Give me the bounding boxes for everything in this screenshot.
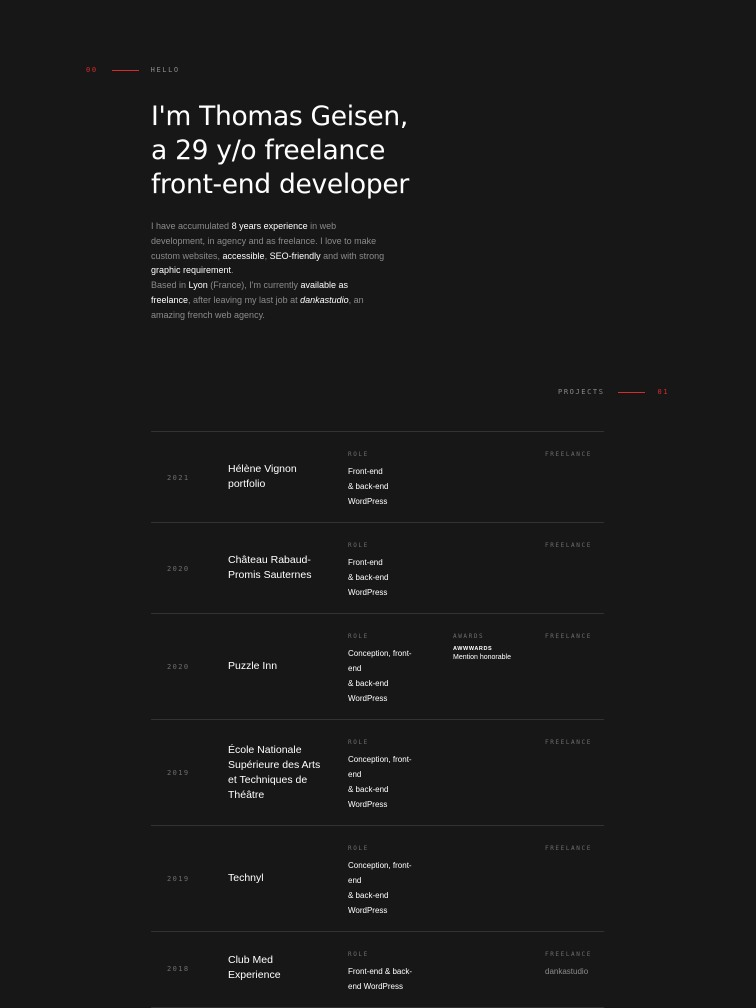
section-divider-line <box>618 392 645 393</box>
freelance-label: FREELANCE <box>545 451 592 458</box>
intro-text-run: in web development, in agency and as freelance. I love to make custom websites, <box>151 221 377 261</box>
awwwards-logo: AWWWARDS <box>453 646 493 652</box>
intro-paragraph <box>151 219 386 323</box>
intro-emphasis: dankastudio <box>300 294 349 305</box>
role-line: Front-end <box>348 467 383 476</box>
project-row[interactable] <box>151 932 604 1008</box>
project-row[interactable] <box>151 614 604 720</box>
project-year: 2021 <box>167 474 190 482</box>
project-year: 2020 <box>167 565 190 573</box>
intro-text-run: . <box>231 265 234 276</box>
project-row[interactable] <box>151 432 604 523</box>
intro-text-run: I have accumulated <box>151 221 232 231</box>
role-label: ROLE <box>348 542 369 549</box>
project-role <box>348 951 420 994</box>
intro-heading-line: I'm Thomas Geisen, <box>151 101 408 132</box>
role-line: & back-end <box>348 573 389 582</box>
projects-section-header <box>558 388 669 396</box>
freelance-label: FREELANCE <box>545 633 592 640</box>
role-line: end WordPress <box>348 982 403 991</box>
project-type <box>545 451 605 464</box>
project-type <box>545 951 605 979</box>
role-line: Front-end <box>348 558 383 567</box>
project-name[interactable]: Puzzle Inn <box>228 660 278 672</box>
projects-list <box>151 431 604 1008</box>
intro-text-run: , an amazing french web agency. <box>151 294 364 320</box>
project-year: 2019 <box>167 875 190 883</box>
role-label: ROLE <box>348 633 369 640</box>
freelance-label: FREELANCE <box>545 951 592 958</box>
section-label: PROJECTS <box>558 388 605 396</box>
project-role <box>348 451 420 509</box>
project-role <box>348 845 420 918</box>
role-line: WordPress <box>348 906 388 915</box>
role-line: & back-end <box>348 891 389 900</box>
project-role <box>348 542 420 600</box>
role-line: & back-end <box>348 679 389 688</box>
role-line: WordPress <box>348 497 388 506</box>
freelance-label: FREELANCE <box>545 542 592 549</box>
project-name[interactable]: Technyl <box>228 872 264 884</box>
section-number: 01 <box>657 388 670 396</box>
award-mention: Mention honorable <box>453 654 511 661</box>
project-row[interactable] <box>151 523 604 614</box>
intro-text-run: , after leaving my last job at <box>188 294 301 305</box>
intro-heading <box>151 100 471 202</box>
role-line: & back-end <box>348 482 389 491</box>
project-client: dankastudio <box>545 967 589 976</box>
project-role <box>348 739 420 812</box>
role-line: WordPress <box>348 694 388 703</box>
intro-paragraph-location <box>151 278 386 322</box>
project-name[interactable]: Château Rabaud-Promis Sauternes <box>228 554 312 581</box>
intro-highlight: SEO-friendly <box>269 250 321 261</box>
intro-text-run: and with strong <box>320 250 385 261</box>
project-type <box>545 845 605 858</box>
project-type <box>545 739 605 752</box>
intro-highlight: accessible <box>222 250 265 261</box>
role-line: Front-end & back- <box>348 967 413 976</box>
intro-heading-line: a 29 y/o freelance <box>151 135 386 166</box>
role-label: ROLE <box>348 845 369 852</box>
role-line: Conception, front- <box>348 755 412 764</box>
intro-text-run: (France), I'm currently <box>207 280 301 291</box>
section-number: 00 <box>86 66 98 74</box>
role-label: ROLE <box>348 739 369 746</box>
intro-text-run: , <box>264 250 270 261</box>
intro-highlight: available as freelance <box>151 280 348 305</box>
section-label: HELLO <box>150 66 180 74</box>
role-line: end <box>348 876 362 885</box>
section-divider-line <box>112 70 139 71</box>
project-type <box>545 542 605 555</box>
intro-highlight: graphic requirement <box>151 265 232 276</box>
project-name[interactable]: Hélène Vignon portfolio <box>228 463 297 490</box>
project-name[interactable]: Club Med Experience <box>228 954 281 981</box>
intro-highlight: Lyon <box>188 280 208 291</box>
project-role <box>348 633 420 706</box>
role-line: WordPress <box>348 588 388 597</box>
freelance-label: FREELANCE <box>545 739 592 746</box>
role-line: end <box>348 770 362 779</box>
project-row[interactable] <box>151 720 604 826</box>
freelance-label: FREELANCE <box>545 845 592 852</box>
project-name[interactable]: École Nationale Supérieure des Arts et Techniques de Théâtre <box>228 744 321 801</box>
project-awards <box>453 633 533 661</box>
project-year: 2018 <box>167 965 190 973</box>
role-line: Conception, front- <box>348 861 412 870</box>
hello-section-header <box>86 66 180 74</box>
project-year: 2019 <box>167 769 190 777</box>
project-row[interactable] <box>151 826 604 932</box>
role-line: WordPress <box>348 800 388 809</box>
intro-text-run: Based in <box>151 280 189 291</box>
role-line: & back-end <box>348 785 389 794</box>
intro-highlight: 8 years experience <box>231 221 308 231</box>
role-label: ROLE <box>348 951 369 958</box>
awards-label: AWARDS <box>453 633 485 640</box>
role-line: end <box>348 664 362 673</box>
role-line: Conception, front- <box>348 649 412 658</box>
project-year: 2020 <box>167 663 190 671</box>
intro-heading-line: front-end developer <box>151 169 409 200</box>
project-type <box>545 633 605 646</box>
intro-paragraph-experience <box>151 219 386 278</box>
role-label: ROLE <box>348 451 369 458</box>
